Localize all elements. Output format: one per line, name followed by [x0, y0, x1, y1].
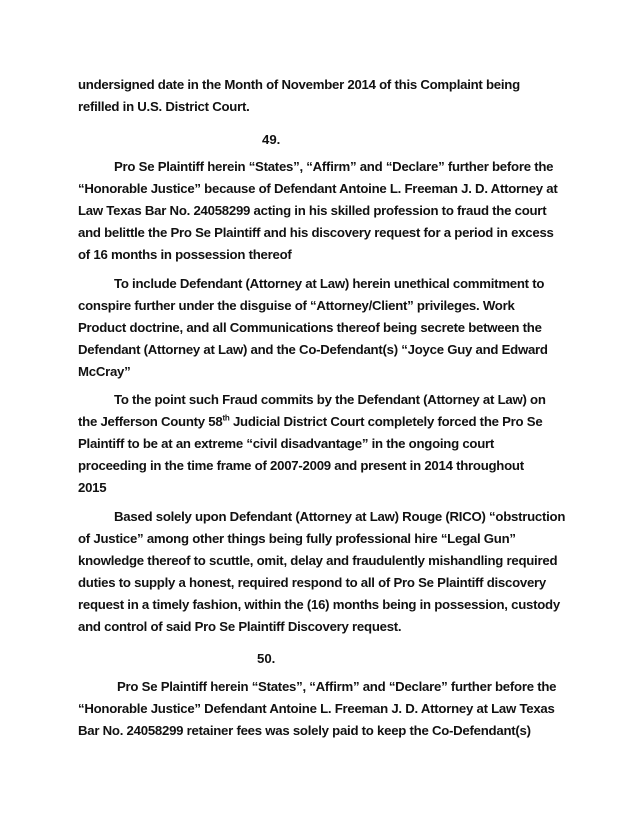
text-line: To the point such Fraud commits by the Defendant (Attorney at Law) on [114, 392, 546, 407]
text-line: request in a timely fashion, within the (16) months being in possession, custody [78, 597, 560, 612]
text-line: “Honorable Justice” Defendant Antoine L. Freeman J. D. Attorney at Law Texas [78, 701, 555, 716]
text-line: Plaintiff to be at an extreme “civil disadvantage” in the ongoing court [78, 436, 495, 451]
text-line: Based solely upon Defendant (Attorney at Law) Rouge (RICO) “obstruction [114, 509, 566, 524]
text-line: duties to supply a honest, required respond to all of Pro Se Plaintiff discovery [78, 575, 547, 590]
paragraph-number-49: 49. [262, 132, 281, 147]
text-line: Product doctrine, and all Communications thereof being secrete between the [78, 320, 542, 335]
text-line: Bar No. 24058299 retainer fees was solely paid to keep the Co-Defendant(s) [78, 723, 531, 738]
text-line: of 16 months in possession thereof [78, 247, 292, 262]
text-line: McCray” [78, 364, 131, 379]
text-line: and control of said Pro Se Plaintiff Discovery request. [78, 619, 402, 634]
text-line: knowledge thereof to scuttle, omit, delay and fraudulently mishandling required [78, 553, 558, 568]
paragraph-number-50: 50. [257, 651, 276, 666]
ordinal-superscript: th [222, 413, 230, 423]
text-line: Pro Se Plaintiff herein “States”, “Affirm” and “Declare” further before the [114, 159, 554, 174]
text-line: Law Texas Bar No. 24058299 acting in his skilled profession to fraud the court [78, 203, 547, 218]
text-line: 2015 [78, 480, 107, 495]
text-line: Pro Se Plaintiff herein “States”, “Affirm” and “Declare” further before the [117, 679, 557, 694]
text-line: Defendant (Attorney at Law) and the Co-Defendant(s) “Joyce Guy and Edward [78, 342, 548, 357]
text-segment: the Jefferson County 58 [78, 414, 223, 429]
text-line: “Honorable Justice” because of Defendant Antoine L. Freeman J. D. Attorney at [78, 181, 558, 196]
text-segment: Judicial District Court completely forced the Pro Se [229, 414, 543, 429]
text-line: conspire further under the disguise of “Attorney/Client” privileges. Work [78, 298, 515, 313]
text-line: proceeding in the time frame of 2007-2009 and present in 2014 throughout [78, 458, 524, 473]
text-line: refilled in U.S. District Court. [78, 99, 250, 114]
text-line: of Justice” among other things being fully professional hire “Legal Gun” [78, 531, 516, 546]
text-line [78, 414, 542, 430]
text-line: and belittle the Pro Se Plaintiff and his discovery request for a period in excess [78, 225, 554, 240]
text-line: To include Defendant (Attorney at Law) herein unethical commitment to [114, 276, 545, 291]
text-line: undersigned date in the Month of November 2014 of this Complaint being [78, 77, 520, 92]
